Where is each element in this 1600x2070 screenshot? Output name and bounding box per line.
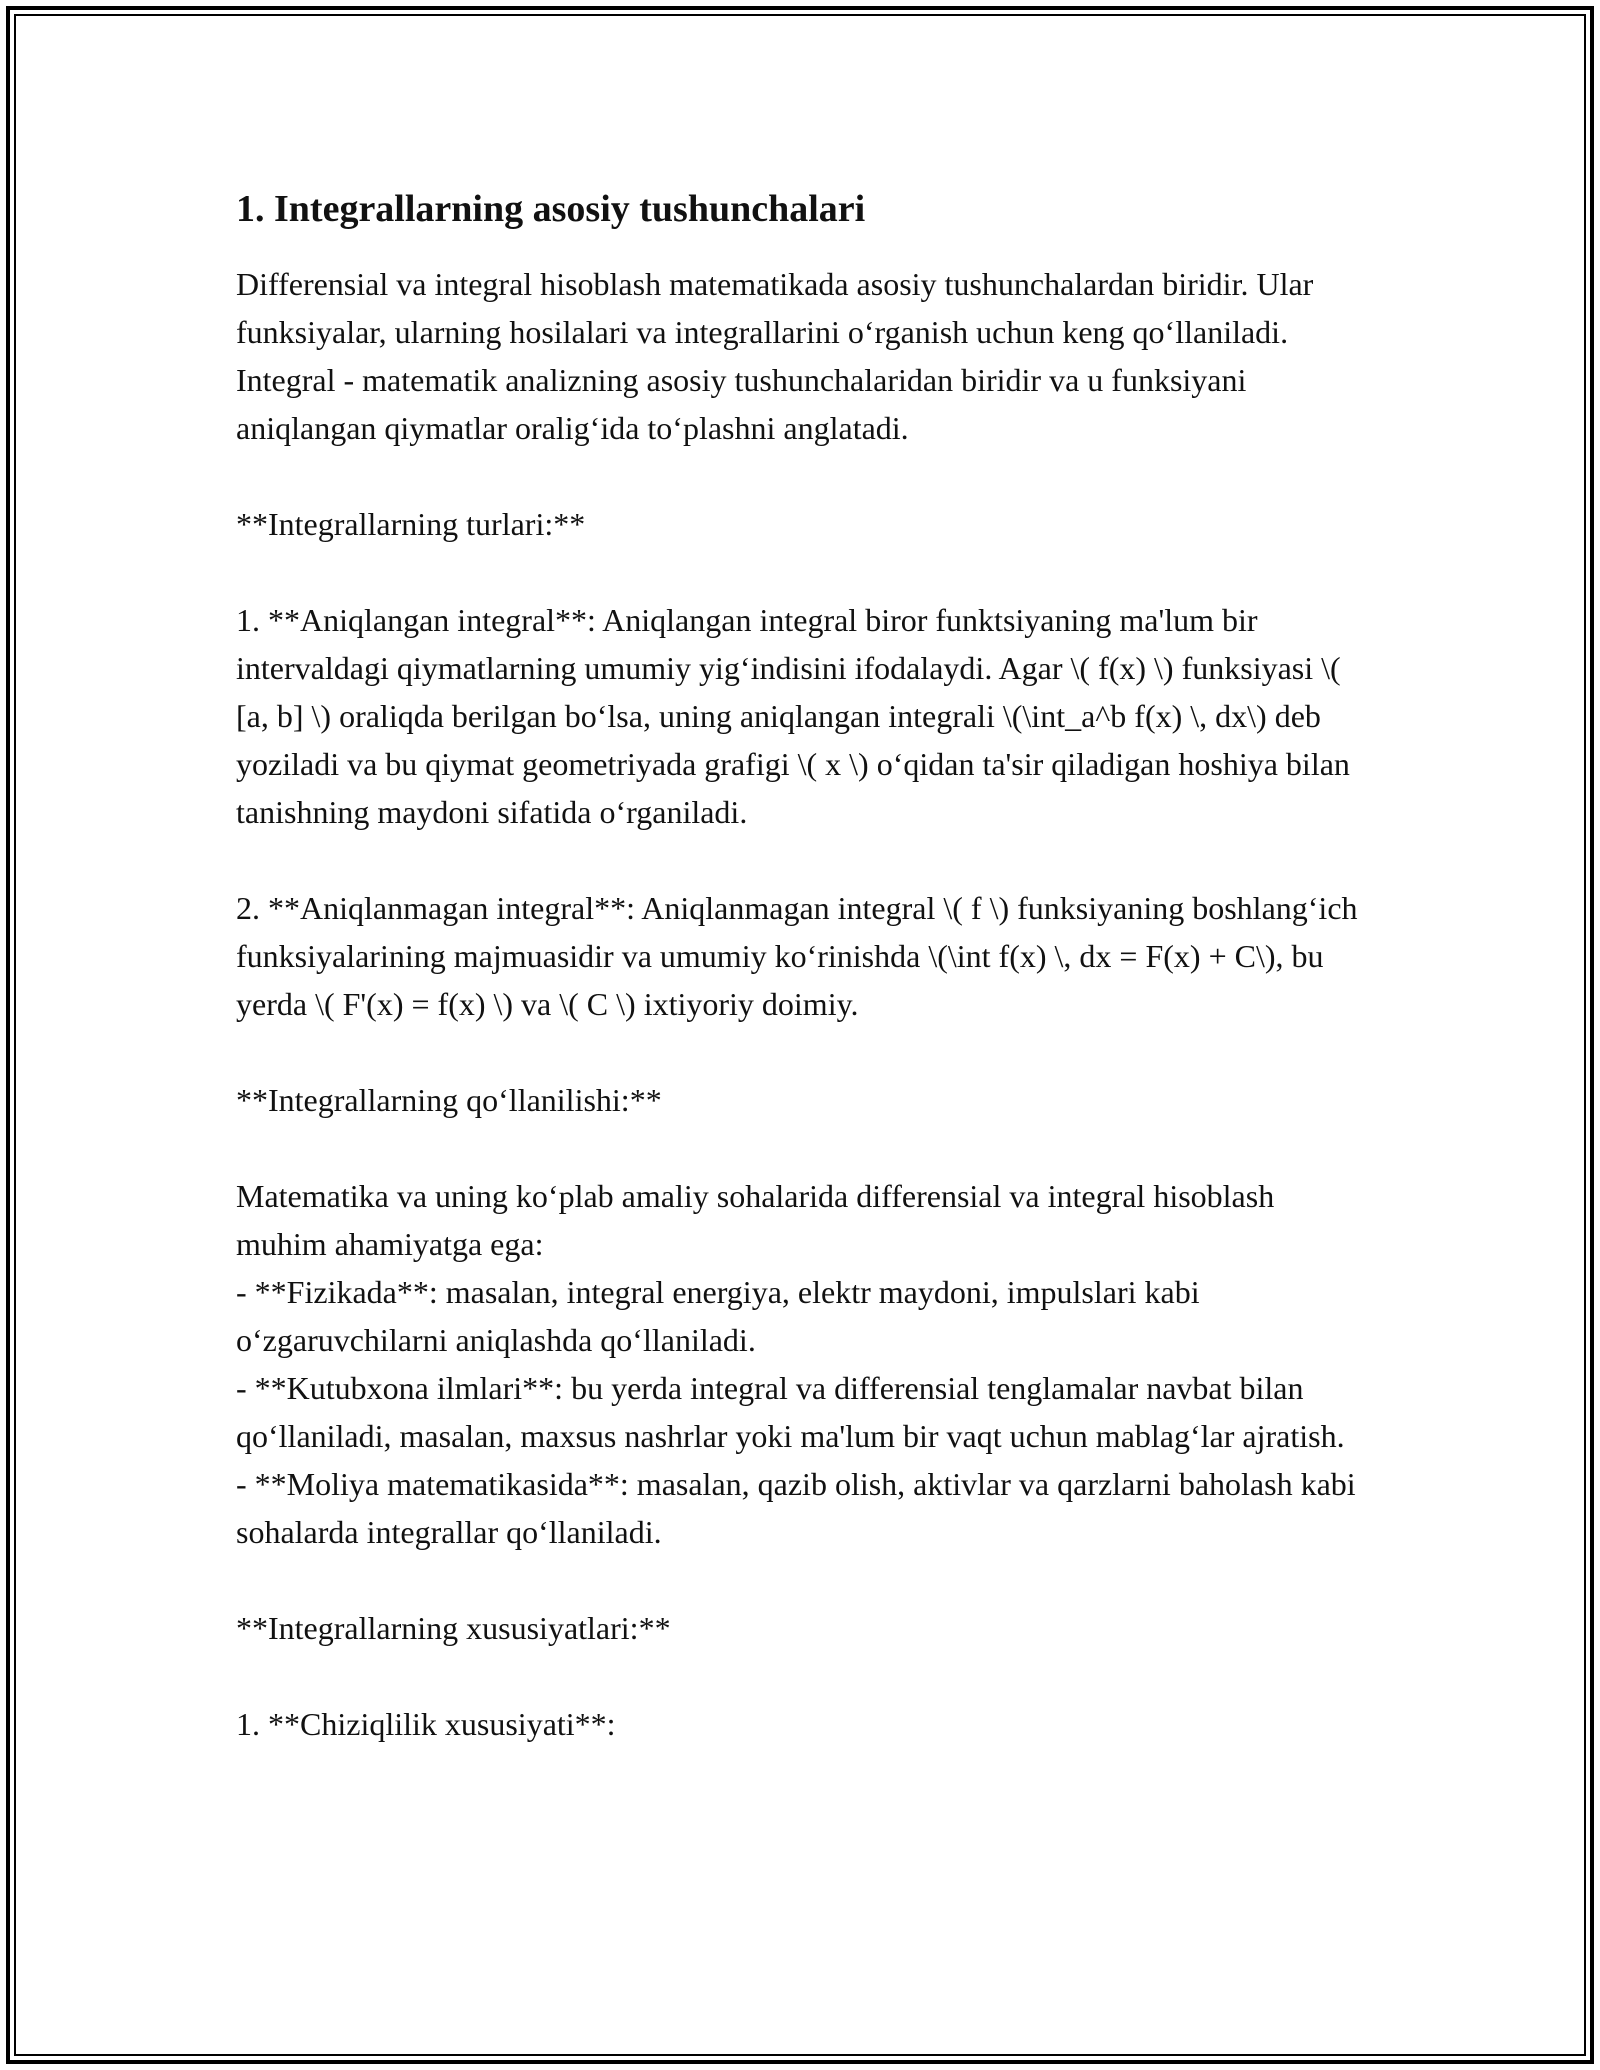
application-physics: - **Fizikada**: masalan, integral energiya, elektr maydoni, impulslari kabi oʻzgaruvchilarni aniqlashda qoʻllaniladi. — [236, 1273, 1200, 1358]
applications-heading: **Integrallarning qoʻllanilishi:** — [236, 1081, 662, 1118]
types-heading: **Integrallarning turlari:** — [236, 505, 586, 542]
definite-integral-paragraph: 1. **Aniqlangan integral**: Aniqlangan integral biror funktsiyaning ma'lum bir intervaldagi qiymatlarning umumiy yigʻindisini ifodalaydi. Agar \( f(x) \) funksiyasi \( [a, b] \) oraliqda berilgan boʻlsa, uning aniqlangan integrali \(\int_a^b f(x) \, dx\) deb yoziladi va bu qiymat geometriyada grafigi \( x \) oʻqidan ta'sir qiladigan hoshiya bilan tanishning maydoni sifatida oʻrganiladi. — [236, 601, 1350, 830]
section-heading: 1. Integrallarning asosiy tushunchalari — [236, 188, 866, 230]
applications-block — [236, 1172, 1366, 1556]
properties-heading: **Integrallarning xususiyatlari:** — [236, 1609, 671, 1646]
application-library-science: - **Kutubxona ilmlari**: bu yerda integral va differensial tenglamalar navbat bilan qoʻllaniladi, masalan, maxsus nashrlar yoki ma'lum bir vaqt uchun mablagʻlar ajratish. — [236, 1369, 1345, 1454]
document-body — [236, 186, 1366, 1748]
applications-intro: Matematika va uning koʻplab amaliy sohalarida differensial va integral hisoblash muhim ahamiyatga ega: — [236, 1177, 1275, 1262]
linearity-property: 1. **Chiziqlilik xususiyati**: — [236, 1705, 616, 1742]
indefinite-integral-paragraph: 2. **Aniqlanmagan integral**: Aniqlanmagan integral \( f \) funksiyaning boshlangʻich funksiyalarining majmuasidir va umumiy koʻrinishda \(\int f(x) \, dx = F(x) + C\), bu yerda \( F'(x) = f(x) \) va \( C \) ixtiyoriy doimiy. — [236, 889, 1358, 1022]
application-finance: - **Moliya matematikasida**: masalan, qazib olish, aktivlar va qarzlarni baholash kabi sohalarda integrallar qoʻllaniladi. — [236, 1465, 1356, 1550]
intro-paragraph: Differensial va integral hisoblash matematikada asosiy tushunchalardan biridir. Ular funksiyalar, ularning hosilalari va integrallarini oʻrganish uchun keng qoʻllaniladi. Integral - matematik analizning asosiy tushunchalaridan biridir va u funksiyani aniqlangan qiymatlar oraligʻida toʻplashni anglatadi. — [236, 265, 1314, 446]
